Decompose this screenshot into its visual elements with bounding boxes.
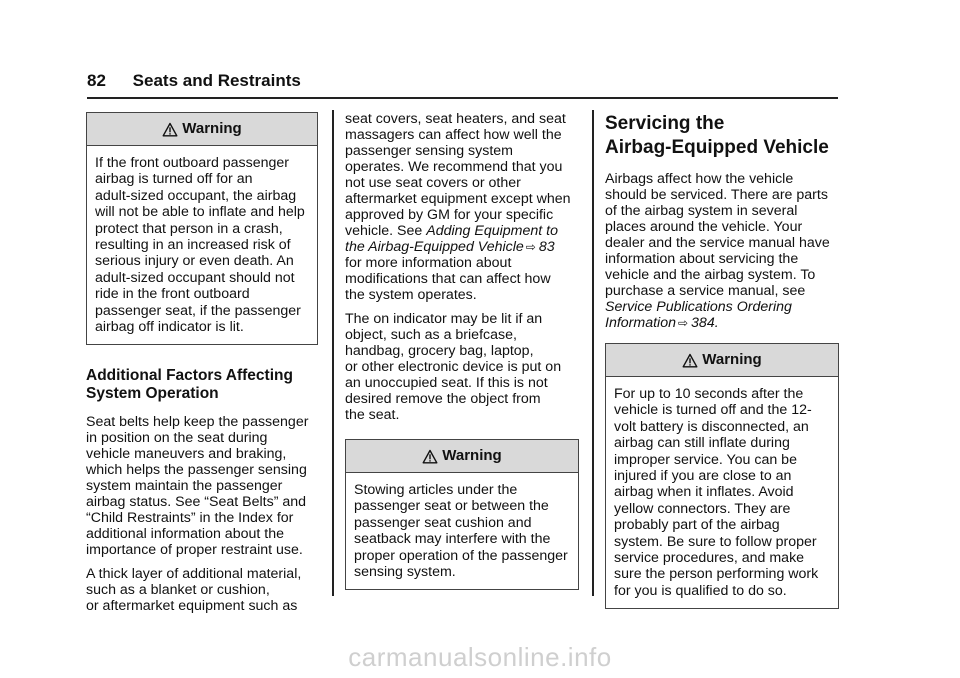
warning-icon [682,353,698,368]
heading-line: System Operation [86,385,219,403]
period: . [714,315,719,331]
column-divider-1 [332,110,334,596]
text-line: dealer and the service manual have [605,235,830,251]
watermark: carmanualsonline.info [348,642,612,672]
warning-line: for you is qualified to do so. [614,582,787,599]
text-line: approved by GM for your specific [345,207,554,223]
text-line: which helps the passenger sensing [86,462,307,479]
paragraph [605,171,839,331]
warning-line: sensing system. [354,564,456,581]
section-heading [86,367,318,403]
warning-box-2 [345,439,579,590]
text-line: or other electronic device is put on [345,359,562,375]
text-line: handbag, grocery bag, laptop, [345,343,534,359]
warning-title: Warning [442,447,502,464]
warning-line: passenger seat or between the [354,498,549,515]
warning-body [87,146,317,344]
header-rule [87,97,838,99]
section-title: Seats and Restraints [132,71,301,90]
warning-line: For up to 10 seconds after the [614,386,804,402]
page-ref-arrow-icon: ⇨ [677,316,689,330]
text-line: the system operates. [345,287,477,303]
heading-line: Additional Factors Affecting [86,367,293,385]
warning-line: yellow connectors. They are [614,500,791,517]
heading-line: Servicing the [605,113,725,134]
warning-line: improper service. You can be [614,451,797,468]
page-ref[interactable]: 83 [538,239,555,255]
text-line: system maintain the passenger [86,478,283,495]
text-line: vehicle and the airbag system. To [605,267,816,283]
column-2 [345,111,579,590]
xref-link[interactable]: the Airbag-Equipped Vehicle [345,239,524,255]
text-line: aftermarket equipment except when [345,191,571,207]
text-line: seat covers, seat heaters, and seat [345,111,566,127]
warning-header [606,344,838,377]
warning-body [606,377,838,608]
warning-title: Warning [702,351,762,368]
warning-line: ride in the front outboard [95,286,250,303]
page-ref[interactable]: 384 [691,315,715,331]
text-line: such as a blanket or cushion, [86,582,270,599]
warning-line: system. Be sure to follow proper [614,533,817,550]
text-line: A thick layer of additional material, [86,566,302,583]
warning-header [346,440,578,473]
column-1 [86,112,318,622]
warning-line: passenger seat cushion and [354,514,532,531]
xref-link[interactable]: Information [605,315,676,331]
column-divider-2 [592,110,594,596]
warning-line: will not be able to inflate and help [95,204,305,221]
text-line: importance of proper restraint use. [86,542,303,559]
warning-line: resulting in an increased risk of [95,237,291,254]
text-line: information about servicing the [605,251,799,267]
paragraph [86,414,318,558]
warning-line: airbag when it inflates. Avoid [614,484,794,501]
text-line: in position on the seat during [86,430,268,447]
text-line: vehicle maneuvers and braking, [86,446,287,463]
text-line: passenger sensing system [345,143,513,159]
text-line: desired remove the object from [345,391,541,407]
page-ref-arrow-icon: ⇨ [525,240,536,254]
warning-icon [162,122,178,137]
page-number: 82 [87,71,106,90]
warning-header [87,113,317,146]
text-line: for more information about [345,255,512,271]
paragraph [86,566,318,614]
warning-line: proper operation of the passenger [354,547,568,564]
text-line: places around the vehicle. Your [605,219,803,235]
warning-line: airbag can still inflate during [614,435,790,452]
warning-line: Stowing articles under the [354,482,518,498]
xref-link[interactable]: Service Publications Ordering [605,299,792,315]
text-line: airbag status. See “Seat Belts” and [86,494,307,511]
paragraph [345,311,579,423]
text-line: or aftermarket equipment such as [86,598,298,615]
text-line: vehicle. See [345,223,427,239]
text-line: an unoccupied seat. If this is not [345,375,548,391]
warning-body [346,473,578,589]
text-line: operates. We recommend that you [345,159,563,175]
text-line: purchase a service manual, see [605,283,806,299]
warning-line: airbag off indicator is lit. [95,319,244,336]
page-header [87,71,301,91]
text-line: massagers can affect how well the [345,127,562,143]
warning-box-1 [86,112,318,345]
warning-line: serious injury or even death. An [95,253,294,270]
heading-line: Airbag-Equipped Vehicle [605,137,829,158]
paragraph [345,111,579,303]
warning-line: passenger seat, if the passenger [95,302,301,319]
warning-line: service procedures, and make [614,550,805,567]
warning-title: Warning [182,120,242,137]
warning-line: probably part of the airbag [614,517,780,534]
warning-line: adult-sized occupant, the airbag [95,187,297,204]
text-line: of the airbag system in several [605,203,798,219]
warning-line: protect that person in a crash, [95,220,283,237]
warning-line: seatback may interfere with the [354,531,551,548]
xref-link[interactable]: Adding Equipment to [426,223,558,239]
text-line: object, such as a briefcase, [345,327,517,343]
text-line: not use seat covers or other [345,175,521,191]
warning-line: volt battery is disconnected, an [614,418,809,435]
text-line: should be serviced. There are parts [605,187,828,203]
text-line: Seat belts help keep the passenger [86,414,309,431]
warning-box-3 [605,343,839,609]
text-line: The on indicator may be lit if an [345,311,543,327]
text-line: Airbags affect how the vehicle [605,171,794,187]
warning-line: vehicle is turned off and the 12- [614,402,812,419]
column-3 [605,112,839,609]
warning-line: If the front outboard passenger [95,155,290,171]
warning-line: injured if you are close to an [614,468,792,485]
text-line: the seat. [345,407,400,423]
text-line: “Child Restraints” in the Index for [86,510,294,527]
section-heading [605,112,839,160]
text-line: additional information about the [86,526,284,543]
warning-line: sure the person performing work [614,566,819,583]
warning-line: adult-sized occupant should not [95,269,295,286]
warning-line: airbag is turned off for an [95,171,253,188]
text-line: modifications that can affect how [345,271,551,287]
warning-icon [422,449,438,464]
